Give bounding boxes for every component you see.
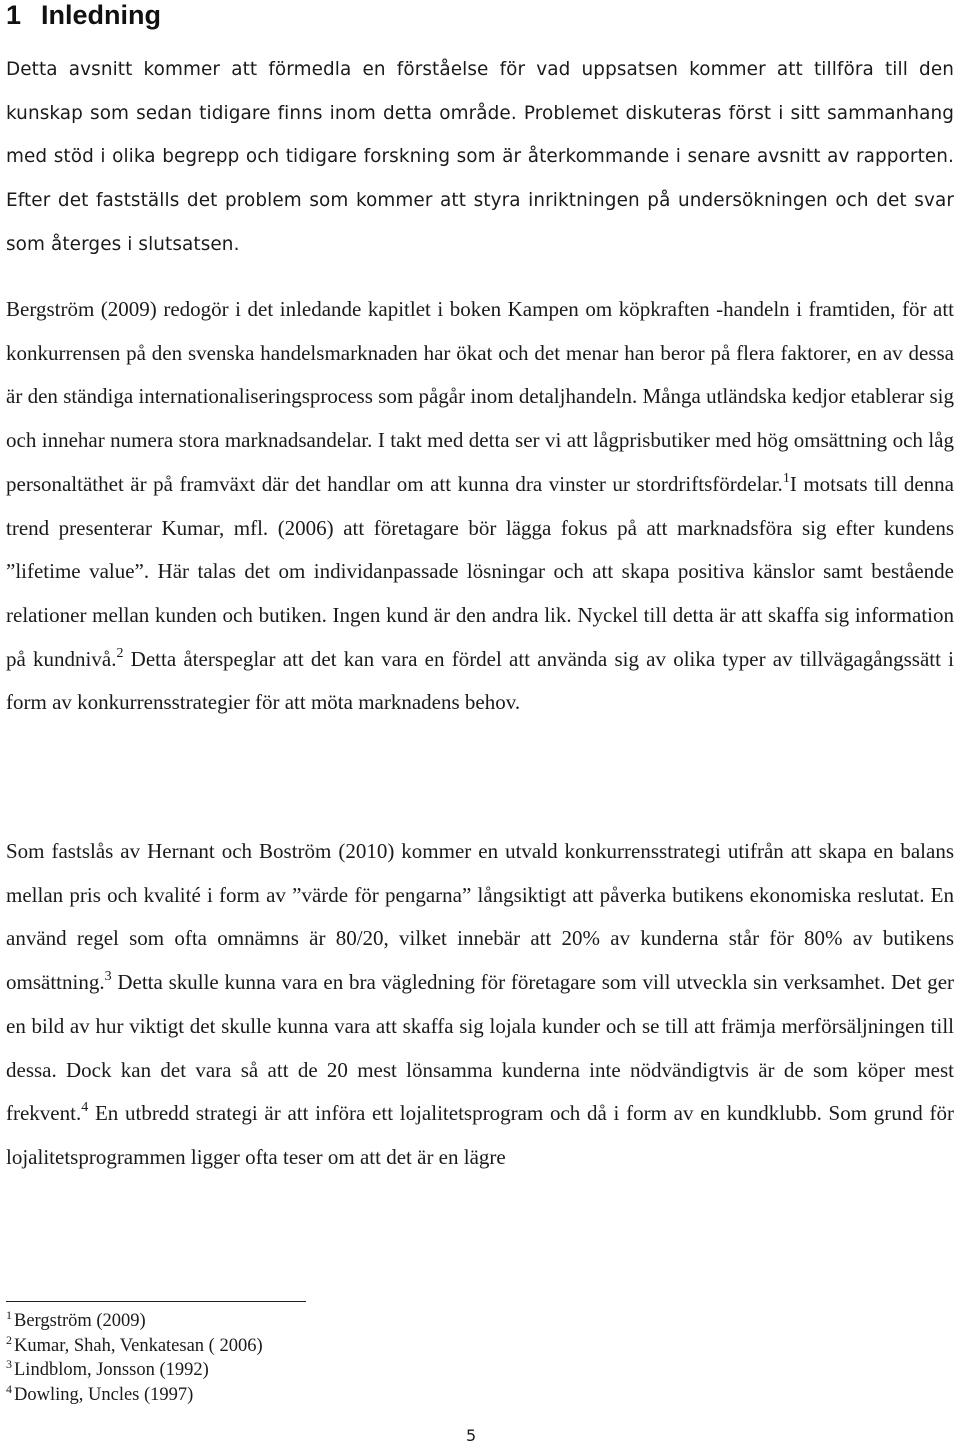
footnote-number: 4 (6, 1381, 12, 1396)
footnote-text: Dowling, Uncles (1997) (14, 1384, 194, 1405)
footnote-item (6, 1358, 263, 1383)
footnote-reference: 3 (104, 969, 112, 985)
footnote-reference: 1 (782, 470, 790, 486)
footnote-item (6, 1309, 263, 1334)
footnote-text: Lindblom, Jonsson (1992) (14, 1360, 209, 1380)
footnote-number: 1 (6, 1308, 12, 1322)
body-text: Som fastslås av Hernant och Boström (2010) kommer en utvald konkurrensstrategi utifrån att skapa en balans mellan pris och kvalité i form av ”värde för pengarna” långsiktigt att påverka butikens ekonomiska reslutat. En använd regel som ofta omnämns är 80/20, vilket innebär att 20% av kunderna står för 80% av butikens omsättning. (6, 839, 954, 995)
section-heading (6, 0, 161, 30)
intro-text: Detta avsnitt kommer att förmedla en förståelse för vad uppsatsen kommer att tillföra till den kunskap som sedan tidigare finns inom detta område. Problemet diskuteras först i sitt sammanhang med stöd i olika begrepp och tidigare forskning som är återkommande i senare avsnitt av rapporten. Efter det fastställs det problem som kommer att styra inriktningen på undersökningen och det svar som återges i slutsatsen. (6, 59, 954, 255)
body-paragraph-2 (6, 830, 954, 1180)
body-text: En utbredd strategi är att införa ett lojalitetsprogram och då i form av en kundklubb. Som grund för lojalitetsprogrammen ligger ofta teser om att det är en lägre (6, 1101, 955, 1169)
page-number: 5 (466, 1426, 477, 1445)
body-text: Detta återspeglar att det kan vara en fördel att använda sig av olika typer av tillvägagångssätt i form av konkurrensstrategier för att möta marknadens behov. (6, 646, 955, 715)
footnote-text: Kumar, Shah, Venkatesan ( 2006) (14, 1335, 263, 1356)
footnote-reference: 2 (116, 645, 124, 661)
body-text: Bergström (2009) redogör i det inledande kapitlet i boken Kampen om köpkraften -handeln i framtiden, för att konkurrensen på den svenska handelsmarknaden har ökat och det menar han beror på flera faktorer, en av dessa är den ständiga internationaliseringsprocess som pågår inom detaljhandeln. Många utländska kedjor etablerar sig och innehar numera stora marknadsandelar. I takt med detta ser vi att lågprisbutiker med hög omsättning och låg personaltäthet är på framväxt där det handlar om att kunna dra vinster ur stordriftsfördelar. (6, 297, 954, 496)
footnote-divider (6, 1301, 306, 1302)
footnotes (6, 1309, 263, 1407)
footnote-text: Bergström (2009) (14, 1311, 146, 1331)
section-title: Inledning (41, 0, 162, 30)
body-paragraph-1 (6, 288, 954, 725)
body-text: I motsats till denna trend presenterar Kumar, mfl. (2006) att företagare bör lägga fokus på att marknadsföra sig efter kundens ”lifetime value”. Här talas det om individanpassade lösningar och att skapa positiva känslor samt bestående relationer mellan kunden och butiken. Ingen kund är den andra lik. Nyckel till detta är att skaffa sig information på kundnivå. (6, 471, 954, 671)
footnote-number: 2 (6, 1332, 12, 1347)
footnote-item (6, 1334, 263, 1359)
footnote-reference: 4 (81, 1100, 89, 1116)
body-text: Detta skulle kunna vara en bra vägledning för företagare som vill utveckla sin verksamhet. Det ger en bild av hur viktigt det skulle kunna vara att skaffa sig lojala kunder och se till att främja merförsäljningen till dessa. Dock kan det vara så att de 20 mest lönsamma kunderna inte nödvändigtvis är de som köper mest frekvent. (6, 970, 955, 1126)
footnote-item (6, 1383, 263, 1408)
footnote-number: 3 (6, 1357, 12, 1371)
section-number: 1 (6, 0, 22, 30)
intro-paragraph (6, 48, 954, 267)
